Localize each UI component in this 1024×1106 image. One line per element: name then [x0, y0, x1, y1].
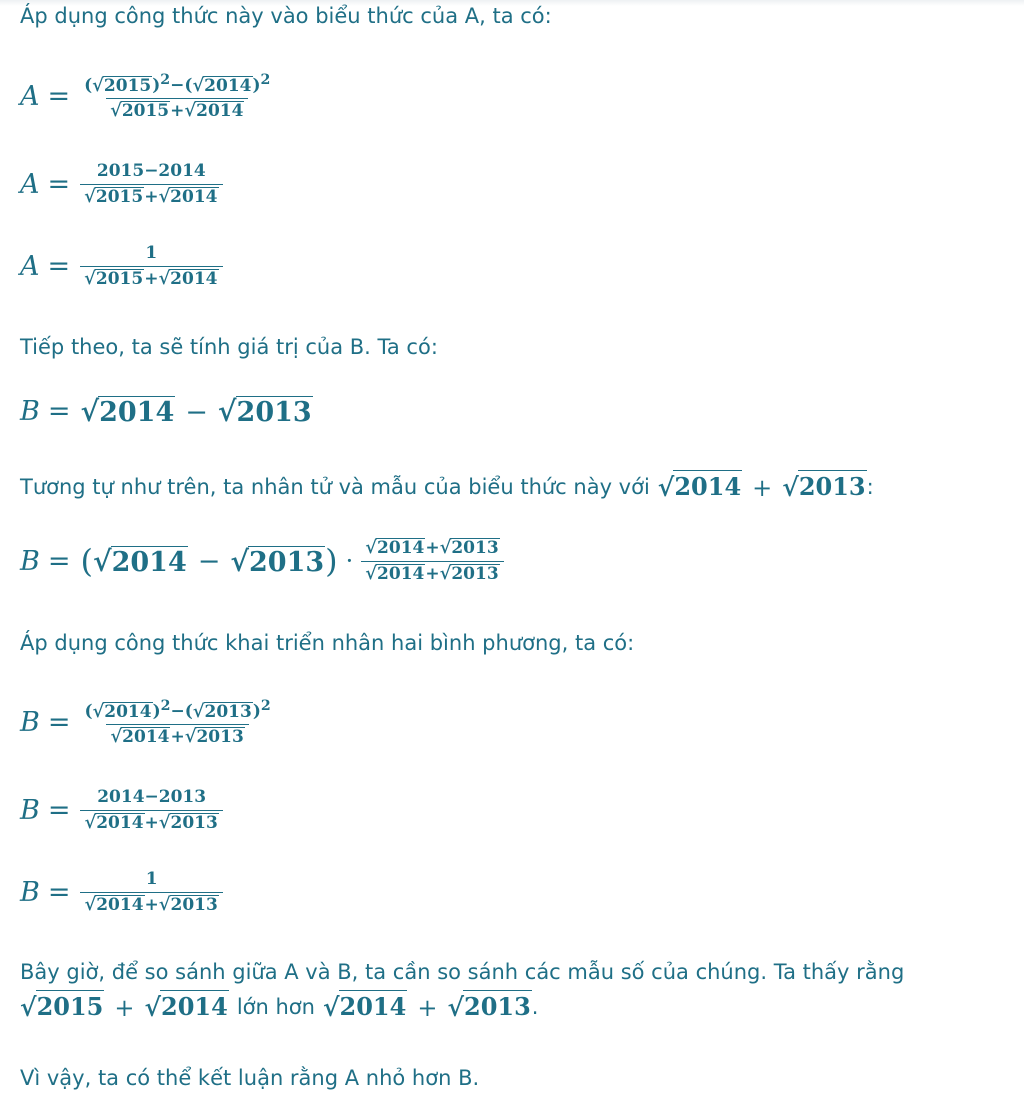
fraction: ( √ 2014 )$^2$−( √ 2013 )$^2$ √ 2014 + √ 2013	[84, 698, 271, 748]
fraction: 1 √ 2014 + √ 2013	[80, 870, 222, 915]
fraction: 2014−2013 √ 2014 + √ 2013	[80, 788, 222, 833]
equation-a-step1: A = ( √ 2015 )$^2$−( √ 2014 )$^2$ √ 2015 + √ 2014	[20, 72, 274, 122]
equation-b-step1: B = ( √ 2014 )$^2$−( √ 2013 )$^2$ √ 2014 + √ 2013	[20, 698, 275, 748]
equation-b-step2: B = 2014−2013 √ 2014 + √ 2013	[20, 788, 223, 833]
text-multiply-conjugate: Tương tự như trên, ta nhân tử và mẫu của biểu thức này với √ 2014 + √ 2013 :	[20, 472, 874, 502]
text-compare-result: √ 2015 + √ 2014 lớn hơn √ 2014 + √ 2013 .	[20, 992, 539, 1022]
equation-a-step2: A = 2015−2014 √ 2015 + √ 2014	[20, 162, 223, 207]
equation-b-definition: B = √ 2014 − √ 2013	[20, 394, 312, 428]
equation-b-conjugate: B = ( √ 2014 − √ 2013 ) · √ 2014 + √ 2013 √ 2014 + √ 2013	[20, 538, 504, 584]
text-apply-formula-a: Áp dụng công thức này vào biểu thức của A, ta có:	[20, 4, 552, 28]
fraction: 1 √ 2015 + √ 2014	[80, 244, 222, 289]
text-compute-b: Tiếp theo, ta sẽ tính giá trị của B. Ta có:	[20, 335, 438, 359]
text-conclusion: Vì vậy, ta có thể kết luận rằng A nhỏ hơn B.	[20, 1066, 480, 1090]
fraction: ( √ 2015 )$^2$−( √ 2014 )$^2$ √ 2015 + √ 2014	[84, 72, 271, 122]
fraction: √ 2014 + √ 2013 √ 2014 + √ 2013	[361, 538, 503, 584]
equation-a-step3: A = 1 √ 2015 + √ 2014	[20, 244, 223, 289]
equation-b-step3: B = 1 √ 2014 + √ 2013	[20, 870, 223, 915]
fraction: 2015−2014 √ 2015 + √ 2014	[80, 162, 222, 207]
text-apply-expansion: Áp dụng công thức khai triển nhân hai bình phương, ta có:	[20, 631, 635, 655]
text-compare-denominators: Bây giờ, để so sánh giữa A và B, ta cần so sánh các mẫu số của chúng. Ta thấy rằng	[20, 960, 905, 984]
